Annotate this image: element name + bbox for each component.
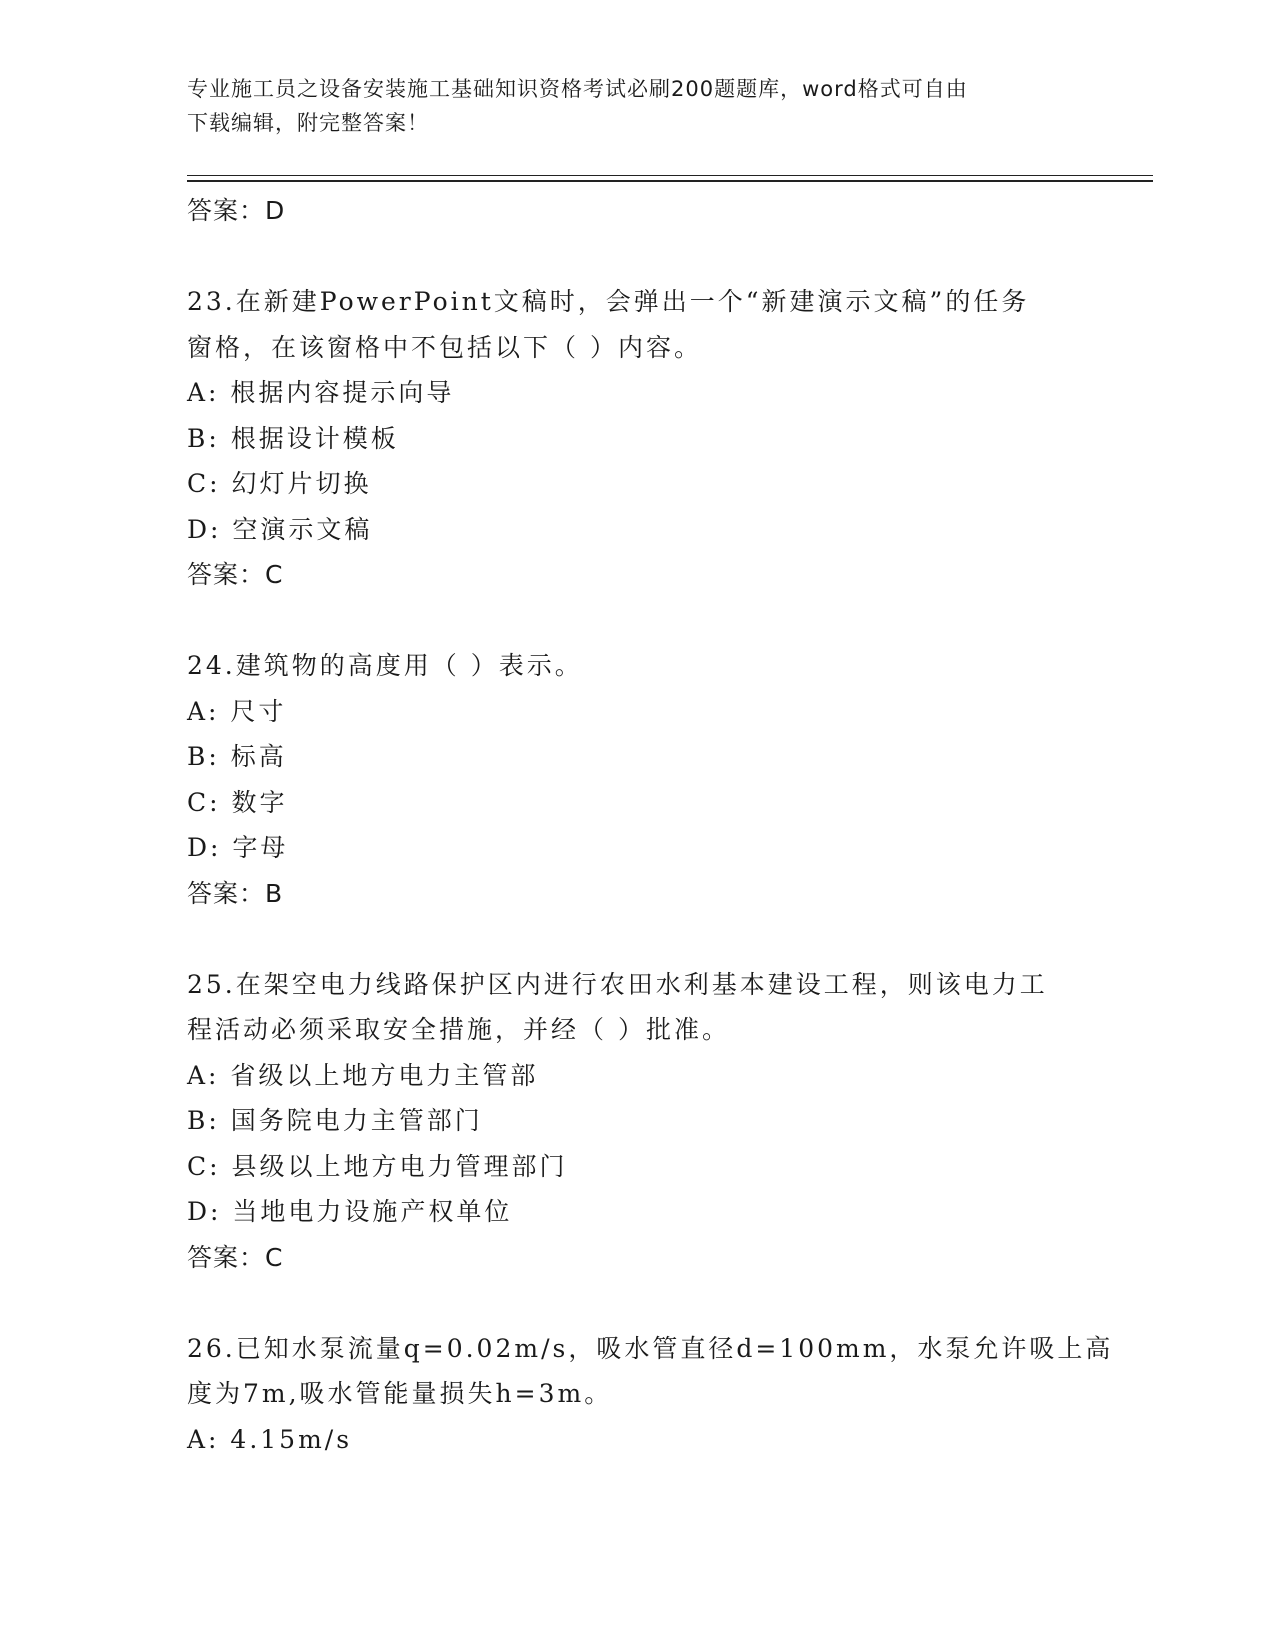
option-c: C: 数字 xyxy=(187,787,288,817)
option-a: A: 省级以上地方电力主管部 xyxy=(187,1060,539,1090)
option-c: C: 县级以上地方电力管理部门 xyxy=(187,1151,568,1181)
answer: 答案：C xyxy=(187,1242,284,1272)
question-block xyxy=(187,1326,1114,1463)
header-line-1: 专业施工员之设备安装施工基础知识资格考试必刷200题题库，word格式可自由 xyxy=(187,77,968,101)
spacer xyxy=(187,234,1087,280)
option-b: B: 国务院电力主管部门 xyxy=(187,1106,483,1135)
option-d: D: 字母 xyxy=(187,833,289,862)
header-line-2: 下载编辑，附完整答案！ xyxy=(187,111,429,135)
option-a: A: 4.15m/s xyxy=(187,1424,353,1454)
question-text: 25.在架空电力线路保护区内进行农田水利基本建设工程，则该电力工 xyxy=(187,969,1048,999)
answer: 答案：C xyxy=(187,560,284,589)
question-text: 度为7m,吸水管能量损失h=3m。 xyxy=(187,1379,613,1408)
question-text: 24.建筑物的高度用（ ）表示。 xyxy=(187,651,583,680)
option-d: D: 当地电力设施产权单位 xyxy=(187,1197,513,1226)
question-text: 26.已知水泵流量q=0.02m/s，吸水管直径d=100mm，水泵允许吸上高 xyxy=(187,1333,1114,1363)
question-text: 23.在新建PowerPoint文稿时，会弹出一个“新建演示文稿”的任务 xyxy=(187,287,1030,316)
question-block xyxy=(187,279,1087,598)
spacer xyxy=(187,916,1087,962)
option-b: B: 标高 xyxy=(187,742,287,771)
option-b: B: 根据设计模板 xyxy=(187,423,399,453)
header-rule-thin xyxy=(187,175,1153,176)
option-c: C: 幻灯片切换 xyxy=(187,469,372,498)
question-block xyxy=(187,962,1087,1281)
question-block xyxy=(187,643,1087,916)
question-text: 程活动必须采取安全措施，并经（ ）批准。 xyxy=(187,1015,730,1044)
answer: 答案：B xyxy=(187,878,284,908)
question-text: 窗格，在该窗格中不包括以下（ ）内容。 xyxy=(187,332,702,362)
question-list xyxy=(187,188,1114,1462)
option-d: D: 空演示文稿 xyxy=(187,514,373,544)
spacer xyxy=(187,1280,1087,1326)
header-rule-thick xyxy=(187,180,1153,182)
document-header xyxy=(187,72,1067,140)
previous-answer: 答案：D xyxy=(187,196,286,225)
spacer xyxy=(187,598,1087,644)
option-a: A: 尺寸 xyxy=(187,696,287,726)
option-a: A: 根据内容提示向导 xyxy=(187,378,455,407)
